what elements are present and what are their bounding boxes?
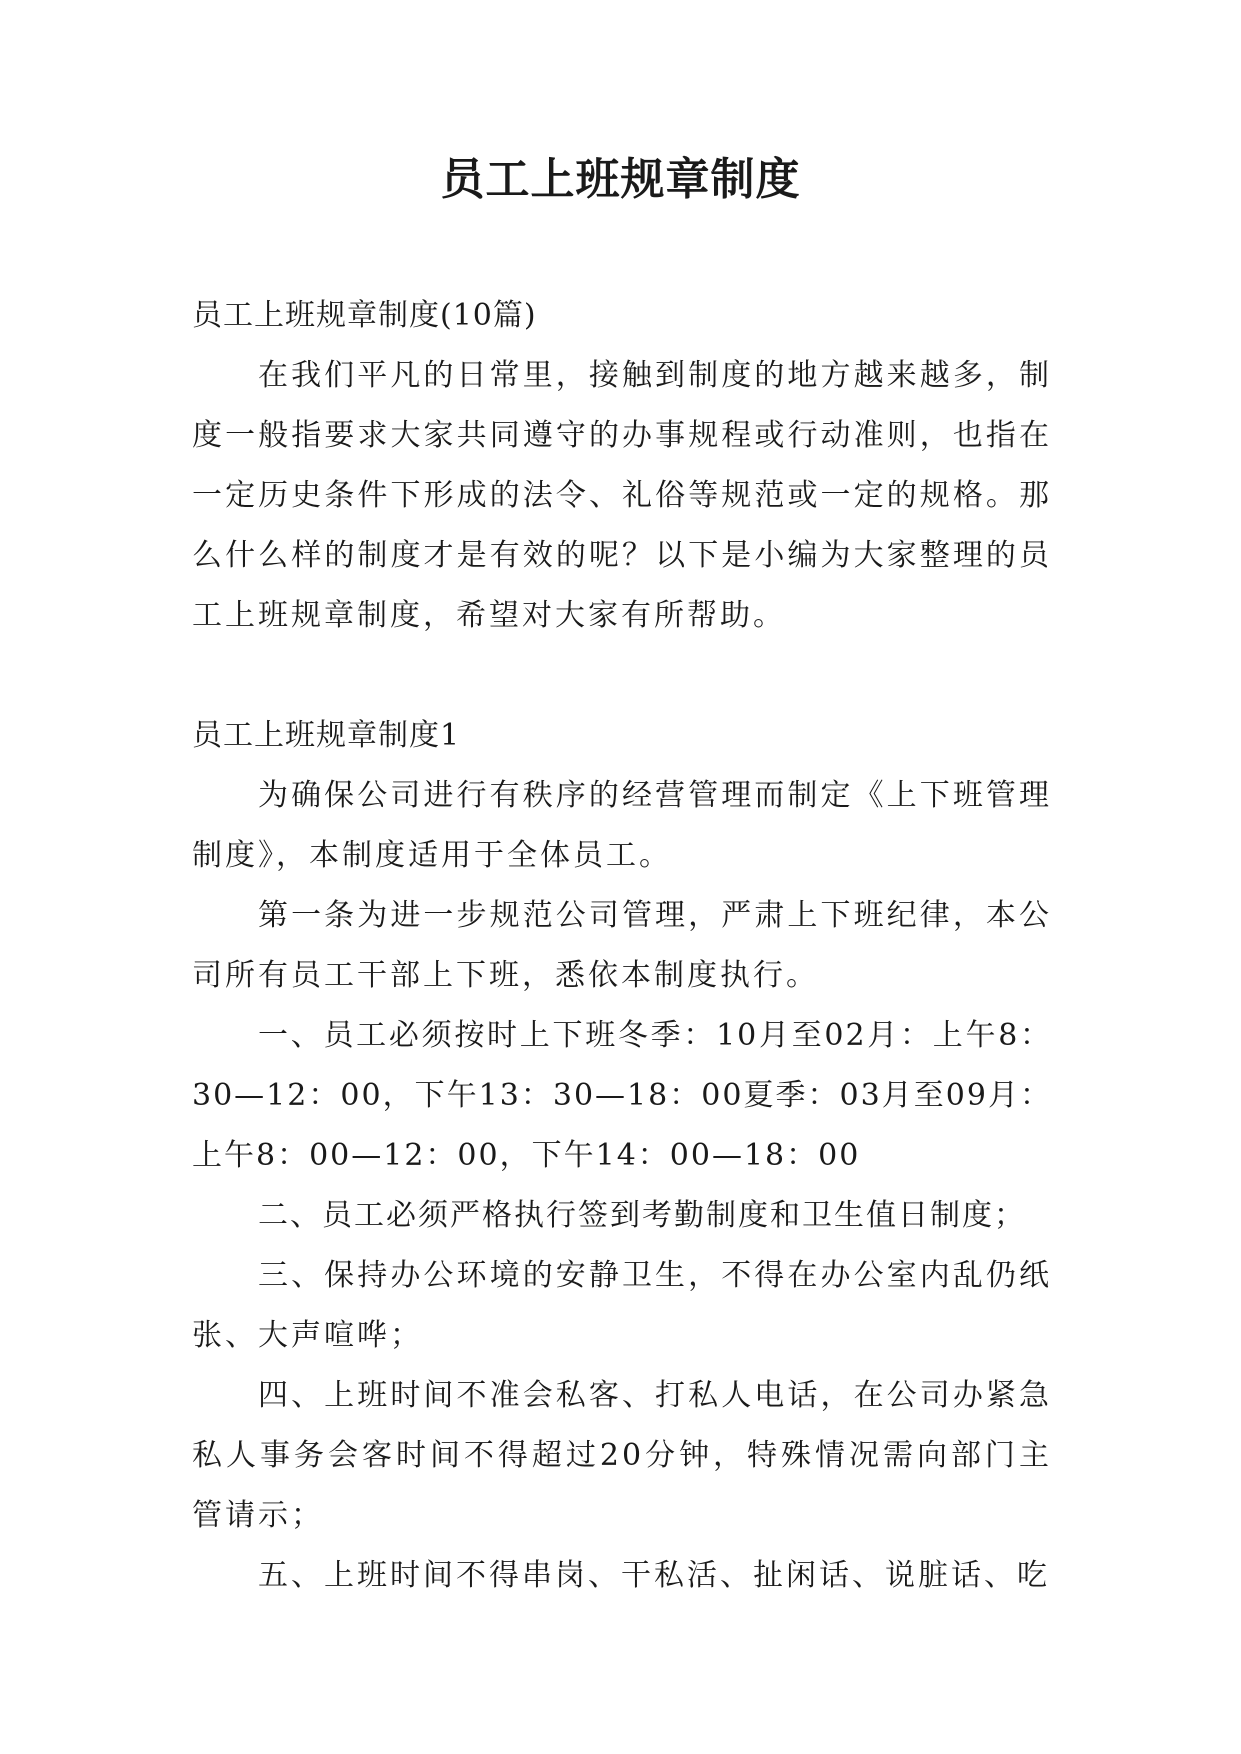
intro-paragraph: 在我们平凡的日常里，接触到制度的地方越来越多，制度一般指要求大家共同遵守的办事规程或行动准则，也指在一定历史条件下形成的法令、礼俗等规范或一定的规格。那么什么样的制度才是有效的呢？以下是小编为大家整理的员工上班规章制度，希望对大家有所帮助。 xyxy=(192,358,1052,633)
body-paragraph: 为确保公司进行有秩序的经营管理而制定《上下班管理制度》，本制度适用于全体员工。 xyxy=(192,778,1052,873)
paragraph-spacer xyxy=(192,646,1052,706)
body-paragraph: 一、员工必须按时上下班冬季：10月至02月：上午8：30—12：00，下午13：30—18：00夏季：03月至09月：上午8：00—12：00，下午14：00—18：00 xyxy=(192,1018,1052,1173)
body-paragraph: 三、保持办公环境的安静卫生，不得在办公室内乱仍纸张、大声喧哗； xyxy=(192,1258,1052,1353)
section-heading: 员工上班规章制度1 xyxy=(192,718,461,753)
body-paragraph: 二、员工必须严格执行签到考勤制度和卫生值日制度； xyxy=(258,1198,1026,1233)
document-title: 员工上班规章制度 xyxy=(440,154,801,205)
body-paragraph: 五、上班时间不得串岗、干私活、扯闲话、说脏话、吃 xyxy=(258,1558,1050,1593)
body-paragraph: 第一条为进一步规范公司管理，严肃上下班纪律，本公司所有员工干部上下班，悉依本制度执行。 xyxy=(192,898,1052,993)
document-body xyxy=(192,286,1052,1606)
document-subtitle: 员工上班规章制度(10篇) xyxy=(192,298,537,333)
body-paragraph: 四、上班时间不准会私客、打私人电话，在公司办紧急私人事务会客时间不得超过20分钟，特殊情况需向部门主管请示； xyxy=(192,1378,1052,1533)
